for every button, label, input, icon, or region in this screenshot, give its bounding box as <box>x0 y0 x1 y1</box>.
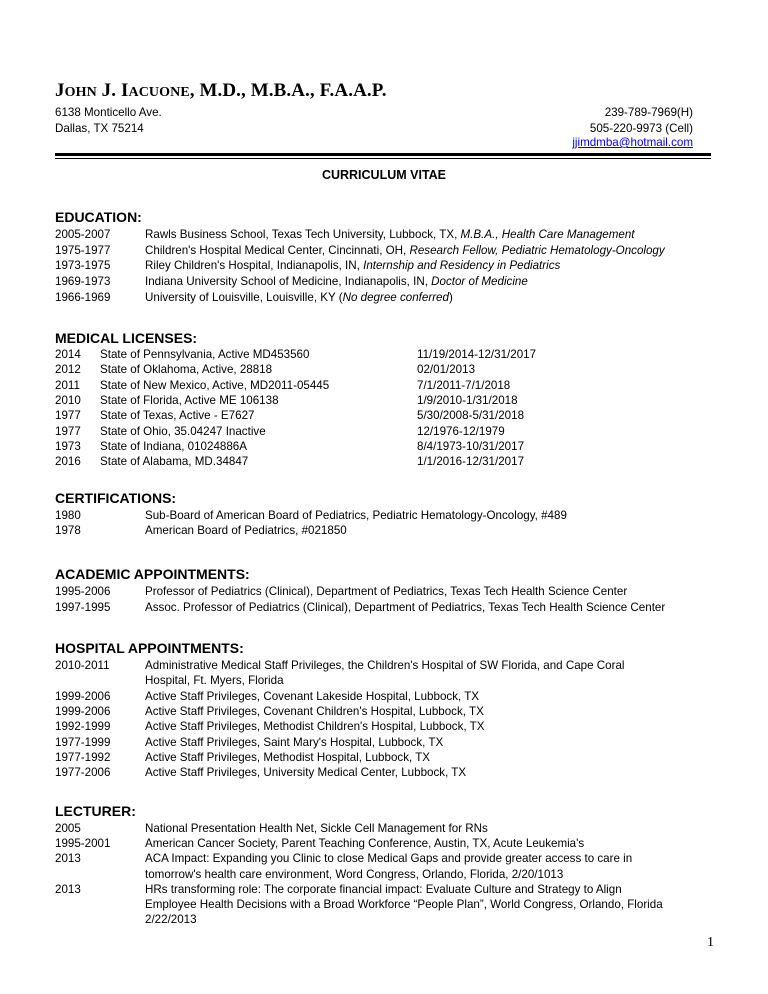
education-degree: Internship and Residency in Pediatrics <box>363 259 561 272</box>
certification-row-years: 1978 <box>55 524 81 537</box>
license-state: State of Oklahoma, Active, 28818 <box>100 363 273 377</box>
header-divider-thick <box>55 153 711 156</box>
license-state: State of Florida, Active ME 106138 <box>100 393 279 407</box>
academic-row-text: Assoc. Professor of Pediatrics (Clinical), Department of Pediatrics, Texas Tech Health Science Center <box>145 600 666 614</box>
lecturer-heading: LECTURER: <box>55 803 136 819</box>
education-detail <box>145 243 665 258</box>
education-degree: M.B.A., Health Care Management <box>460 228 635 241</box>
education-detail <box>145 290 453 305</box>
certifications-heading: CERTIFICATIONS: <box>55 490 177 506</box>
certification-row-years: 1980 <box>55 509 81 522</box>
education-heading: EDUCATION: <box>55 209 142 225</box>
lecturer-row-years: 2005 <box>55 822 81 835</box>
hospital-row-text: Active Staff Privileges, University Medical Center, Lubbock, TX <box>145 766 467 780</box>
lecturer-row-text: Employee Health Decisions with a Broad Workforce “People Plan”, World Congress, Orlando, Florida <box>145 898 663 911</box>
license-state: State of Pennsylvania, Active MD453560 <box>100 348 310 361</box>
license-dates: 11/19/2014-12/31/2017 <box>417 348 537 361</box>
license-year: 1973 <box>55 439 81 453</box>
applicant-name: JOHN J. IACUONE, M.D., M.B.A., F.A.A.P. <box>55 80 387 101</box>
page-number: 1 <box>707 935 714 950</box>
academic-row-years: 1997-1995 <box>55 600 111 614</box>
license-dates: 02/01/2013 <box>417 363 476 377</box>
phone-home: 239-789-7969(H) <box>604 106 693 119</box>
license-dates: 8/4/1973-10/31/2017 <box>417 439 525 453</box>
hospital-row-text: Active Staff Privileges, Covenant Children's Hospital, Lubbock, TX <box>145 704 484 718</box>
license-year: 1977 <box>55 409 81 423</box>
hospital-row-text: Hospital, Ft. Myers, Florida <box>145 674 284 688</box>
license-dates: 12/1976-12/1979 <box>417 424 505 438</box>
education-detail <box>145 227 635 242</box>
license-year: 2014 <box>55 348 81 361</box>
license-dates: 5/30/2008-5/31/2018 <box>417 409 525 423</box>
license-state: State of Alabama, MD.34847 <box>100 455 249 469</box>
hospital-row-text: Active Staff Privileges, Covenant Lakeside Hospital, Lubbock, TX <box>145 689 480 703</box>
license-state: State of New Mexico, Active, MD2011-05445 <box>100 378 330 392</box>
email-link[interactable]: jjimdmba@hotmail.com <box>572 136 693 149</box>
lecturer-row-text: 2/22/2013 <box>145 913 197 927</box>
hospital-row-years: 1977-2006 <box>55 766 111 780</box>
license-state: State of Texas, Active - E7627 <box>100 409 255 423</box>
lecturer-row-years: 2013 <box>55 852 81 866</box>
license-year: 2012 <box>55 363 81 377</box>
education-detail <box>145 274 528 289</box>
certification-row-text: Sub-Board of American Board of Pediatrics, Pediatric Hematology-Oncology, #489 <box>145 509 567 522</box>
document-title: CURRICULUM VITAE <box>321 168 447 182</box>
hospital-row-years: 1999-2006 <box>55 689 111 703</box>
education-years: 1966-1969 <box>55 291 111 304</box>
education-degree: Doctor of Medicine <box>431 275 528 288</box>
hospital-row-text: Active Staff Privileges, Methodist Hospital, Lubbock, TX <box>145 750 431 764</box>
lecturer-row-text: tomorrow's health care environment, Word Congress, Orlando, Florida, 2/20/1013 <box>145 867 564 881</box>
hospital-row-years: 1977-1999 <box>55 735 111 749</box>
education-institution: Children's Hospital Medical Center, Cincinnati, OH, <box>145 244 410 257</box>
header-divider-thin <box>55 158 711 159</box>
hospital-row-years: 2010-2011 <box>55 659 110 672</box>
hospital-row-text: Active Staff Privileges, Saint Mary's Hospital, Lubbock, TX <box>145 735 444 749</box>
license-year: 2016 <box>55 455 81 469</box>
education-institution: University of Louisville, Louisville, KY ( <box>145 291 343 304</box>
education-institution: Indiana University School of Medicine, Indianapolis, IN, <box>145 275 432 288</box>
education-years: 1969-1973 <box>55 275 111 288</box>
education-years: 1975-1977 <box>55 244 111 257</box>
hospital-row-years: 1999-2006 <box>55 704 111 718</box>
hospital-row-text: Administrative Medical Staff Privileges, the Children's Hospital of SW Florida, and Cape Coral <box>145 659 625 672</box>
hospital-row-text: Active Staff Privileges, Methodist Children's Hospital, Lubbock, TX <box>145 720 485 734</box>
education-detail <box>145 258 560 273</box>
academic-heading: ACADEMIC APPOINTMENTS: <box>55 566 250 582</box>
education-institution: Rawls Business School, Texas Tech University, Lubbock, TX, <box>145 228 461 241</box>
certification-row-text: American Board of Pediatrics, #021850 <box>145 524 347 537</box>
hospital-row-years: 1992-1999 <box>55 720 111 734</box>
academic-row-years: 1995-2006 <box>55 585 111 598</box>
lecturer-row-text: National Presentation Health Net, Sickle Cell Management for RNs <box>145 822 488 835</box>
lecturer-row-years: 1995-2001 <box>55 837 111 851</box>
license-dates: 1/9/2010-1/31/2018 <box>417 393 518 407</box>
license-year: 1977 <box>55 424 81 438</box>
education-years: 1973-1975 <box>55 259 111 272</box>
education-degree: No degree conferred <box>342 291 449 304</box>
lecturer-row-text: ACA Impact: Expanding you Clinic to close Medical Gaps and provide greater access to care in <box>145 852 633 866</box>
licenses-heading: MEDICAL LICENSES: <box>55 330 198 346</box>
education-years: 2005-2007 <box>55 228 111 241</box>
license-state: State of Ohio, 35.04247 Inactive <box>100 424 266 438</box>
address-line-2: Dallas, TX 75214 <box>55 122 144 135</box>
lecturer-row-text: HRs transforming role: The corporate financial impact: Evaluate Culture and Strategy to Align <box>145 882 622 896</box>
lecturer-row-years: 2013 <box>55 882 81 896</box>
license-state: State of Indiana, 01024886A <box>100 439 247 453</box>
license-dates: 1/1/2016-12/31/2017 <box>417 455 525 469</box>
education-institution: Riley Children's Hospital, Indianapolis, IN, <box>145 259 364 272</box>
address-line-1: 6138 Monticello Ave. <box>55 106 162 119</box>
license-dates: 7/1/2011-7/1/2018 <box>417 378 511 392</box>
license-year: 2011 <box>55 378 80 392</box>
education-degree: Research Fellow, Pediatric Hematology-Oncology <box>409 244 665 257</box>
phone-cell: 505-220-9973 (Cell) <box>589 122 693 135</box>
lecturer-row-text: American Cancer Society, Parent Teaching Conference, Austin, TX, Acute Leukemia's <box>145 837 585 851</box>
education-suffix: ) <box>448 291 453 304</box>
hospital-heading: HOSPITAL APPOINTMENTS: <box>55 640 244 656</box>
hospital-row-years: 1977-1992 <box>55 750 111 764</box>
academic-row-text: Professor of Pediatrics (Clinical), Department of Pediatrics, Texas Tech Health Science Center <box>145 585 628 598</box>
license-year: 2010 <box>55 393 81 407</box>
